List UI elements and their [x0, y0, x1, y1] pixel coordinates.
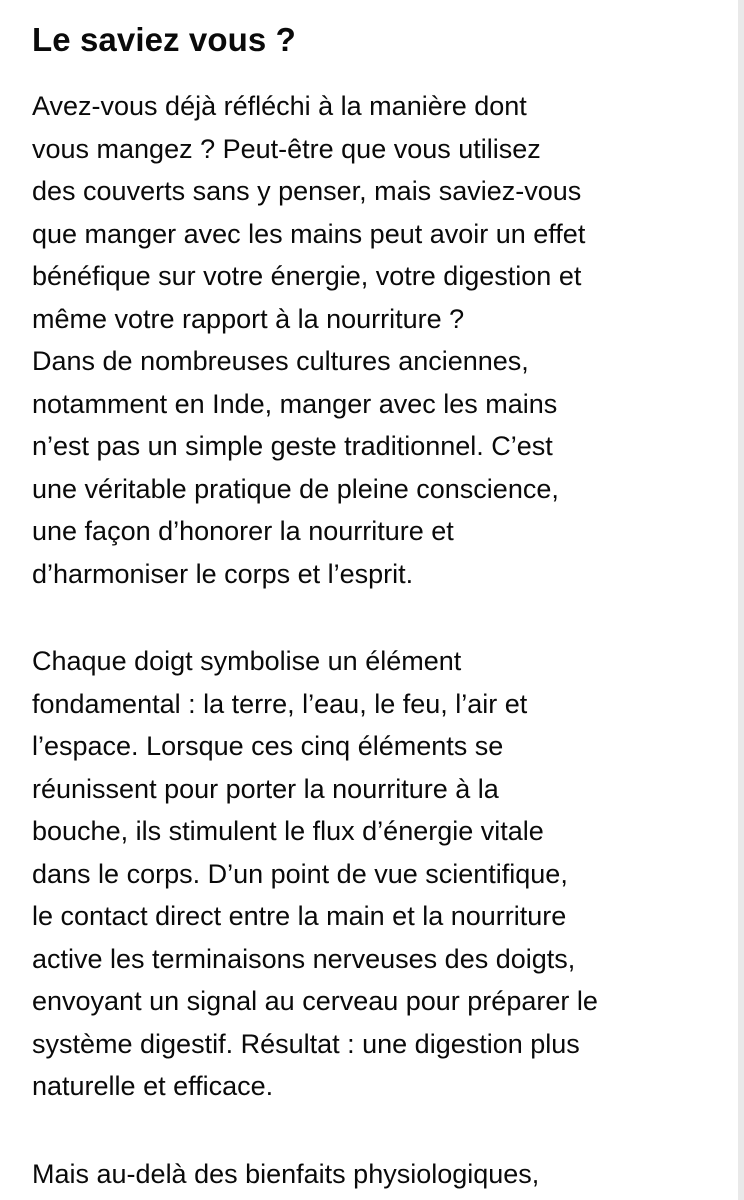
article-paragraph: Mais au-delà des bienfaits physiologiques,	[32, 1159, 540, 1189]
article-paragraph: Chaque doigt symbolise un élément fondamental : la terre, l’eau, le feu, l’air et l’espace. Lorsque ces cinq éléments se réunissent pour porter la nourriture à la bouche, ils stimulent le flux d’énergie vitale dans le corps. D’un point de vue scientifique, le contact direct entre la main et la nourriture active les terminaisons nerveuses des doigts, envoyant un signal au cerveau pour préparer le système digestif. Résultat : une digestion plus naturelle et efficace.	[32, 646, 598, 1101]
page-edge	[738, 0, 744, 1200]
article-paragraph: Avez-vous déjà réfléchi à la manière dont vous mangez ? Peut-être que vous utilisez des couverts sans y penser, mais saviez-vous que manger avec les mains peut avoir un effet bénéfique sur votre énergie, votre digestion et même votre rapport à la nourriture ? Dans de nombreuses cultures anciennes, notamment en Inde, manger avec les mains n’est pas un simple geste traditionnel. C’est une véritable pratique de pleine conscience, une façon d’honorer la nourriture et d’harmoniser le corps et l’esprit.	[32, 91, 586, 589]
article-title: Le saviez vous ?	[32, 21, 296, 58]
